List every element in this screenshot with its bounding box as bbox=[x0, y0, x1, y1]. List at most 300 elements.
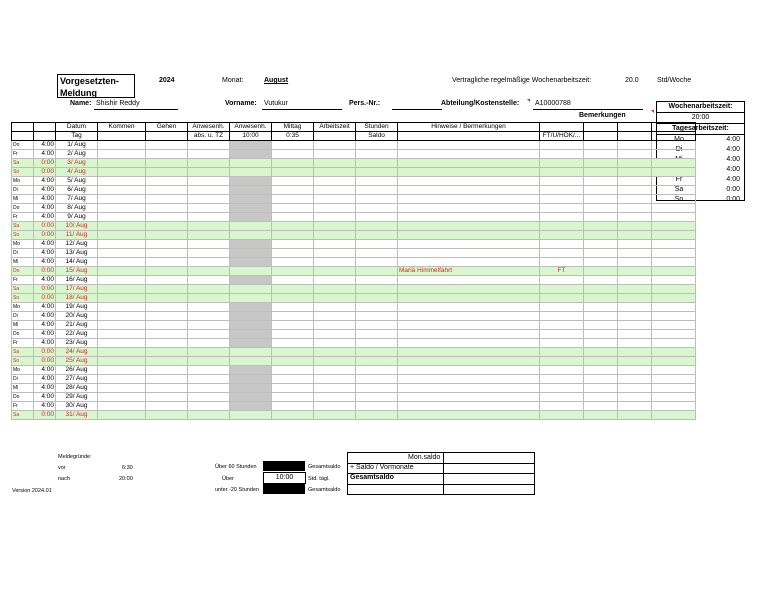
absence-code-cell[interactable] bbox=[540, 330, 584, 339]
mittag-cell[interactable] bbox=[272, 303, 314, 312]
kommen-cell[interactable] bbox=[98, 312, 146, 321]
anwesenheit-abs-cell[interactable] bbox=[188, 384, 230, 393]
hinweis-cell[interactable] bbox=[398, 159, 540, 168]
mittag-cell[interactable] bbox=[272, 249, 314, 258]
hinweis-cell[interactable] bbox=[398, 276, 540, 285]
extra-cell[interactable] bbox=[618, 213, 652, 222]
extra-cell[interactable] bbox=[618, 312, 652, 321]
kommen-cell[interactable] bbox=[98, 141, 146, 150]
extra-cell[interactable] bbox=[584, 276, 618, 285]
extra-cell[interactable] bbox=[584, 195, 618, 204]
kommen-cell[interactable] bbox=[98, 150, 146, 159]
anwesenheit-abs-cell[interactable] bbox=[188, 339, 230, 348]
extra-cell[interactable] bbox=[584, 285, 618, 294]
gehen-cell[interactable] bbox=[146, 249, 188, 258]
anwesenheit-abs-cell[interactable] bbox=[188, 204, 230, 213]
absence-code-cell[interactable] bbox=[540, 285, 584, 294]
date-cell: 17/ Aug bbox=[56, 285, 98, 294]
mittag-cell[interactable] bbox=[272, 348, 314, 357]
absence-code-cell[interactable] bbox=[540, 249, 584, 258]
gehen-cell[interactable] bbox=[146, 402, 188, 411]
gehen-cell[interactable] bbox=[146, 267, 188, 276]
gehen-cell[interactable] bbox=[146, 258, 188, 267]
extra-cell[interactable] bbox=[584, 213, 618, 222]
weekday-cell: Do bbox=[12, 393, 34, 402]
anwesenheit-abs-cell[interactable] bbox=[188, 168, 230, 177]
anwesenheit-abs-cell[interactable] bbox=[188, 321, 230, 330]
absence-code-cell[interactable] bbox=[540, 366, 584, 375]
absence-code-cell[interactable] bbox=[540, 213, 584, 222]
extra-cell[interactable] bbox=[652, 249, 696, 258]
kommen-cell[interactable] bbox=[98, 375, 146, 384]
extra-cell[interactable] bbox=[652, 267, 696, 276]
mittag-cell[interactable] bbox=[272, 150, 314, 159]
extra-cell[interactable] bbox=[584, 339, 618, 348]
stunden-saldo-cell bbox=[356, 195, 398, 204]
hinweis-cell[interactable] bbox=[398, 222, 540, 231]
extra-cell[interactable] bbox=[652, 393, 696, 402]
gehen-cell[interactable] bbox=[146, 294, 188, 303]
kommen-cell[interactable] bbox=[98, 339, 146, 348]
extra-cell[interactable] bbox=[618, 321, 652, 330]
anwesenheit-10-cell bbox=[230, 393, 272, 402]
gehen-cell[interactable] bbox=[146, 321, 188, 330]
extra-cell[interactable] bbox=[652, 357, 696, 366]
extra-cell[interactable] bbox=[652, 411, 696, 420]
anwesenheit-abs-cell[interactable] bbox=[188, 330, 230, 339]
absence-code-cell[interactable] bbox=[540, 312, 584, 321]
mittag-cell[interactable] bbox=[272, 321, 314, 330]
anwesenheit-abs-cell[interactable] bbox=[188, 150, 230, 159]
gehen-cell[interactable] bbox=[146, 222, 188, 231]
stunden-saldo-cell bbox=[356, 141, 398, 150]
extra-cell[interactable] bbox=[618, 240, 652, 249]
anwesenheit-abs-cell[interactable] bbox=[188, 303, 230, 312]
absence-code-cell[interactable] bbox=[540, 204, 584, 213]
kommen-cell[interactable] bbox=[98, 294, 146, 303]
extra-cell[interactable] bbox=[584, 312, 618, 321]
extra-cell[interactable] bbox=[652, 339, 696, 348]
hinweis-cell[interactable] bbox=[398, 141, 540, 150]
extra-cell[interactable] bbox=[618, 186, 652, 195]
extra-cell[interactable] bbox=[584, 231, 618, 240]
extra-cell[interactable] bbox=[652, 303, 696, 312]
hinweis-cell[interactable] bbox=[398, 294, 540, 303]
absence-code-cell[interactable] bbox=[540, 177, 584, 186]
extra-cell[interactable] bbox=[618, 366, 652, 375]
absence-code-cell[interactable] bbox=[540, 321, 584, 330]
kommen-cell[interactable] bbox=[98, 366, 146, 375]
hinweis-cell[interactable] bbox=[398, 393, 540, 402]
extra-cell[interactable] bbox=[618, 177, 652, 186]
gehen-cell[interactable] bbox=[146, 348, 188, 357]
kommen-cell[interactable] bbox=[98, 195, 146, 204]
extra-cell[interactable] bbox=[652, 177, 696, 186]
extra-cell[interactable] bbox=[652, 276, 696, 285]
mittag-cell[interactable] bbox=[272, 402, 314, 411]
absence-code-cell[interactable] bbox=[540, 276, 584, 285]
extra-cell[interactable] bbox=[652, 222, 696, 231]
kommen-cell[interactable] bbox=[98, 357, 146, 366]
extra-cell[interactable] bbox=[584, 348, 618, 357]
extra-cell[interactable] bbox=[584, 258, 618, 267]
absence-code-cell[interactable] bbox=[540, 258, 584, 267]
hinweis-cell[interactable] bbox=[398, 321, 540, 330]
extra-cell[interactable] bbox=[652, 213, 696, 222]
mittag-cell[interactable] bbox=[272, 240, 314, 249]
extra-cell[interactable] bbox=[618, 285, 652, 294]
kommen-cell[interactable] bbox=[98, 213, 146, 222]
extra-cell[interactable] bbox=[618, 249, 652, 258]
hinweis-cell[interactable] bbox=[398, 366, 540, 375]
mittag-cell[interactable] bbox=[272, 141, 314, 150]
gehen-cell[interactable] bbox=[146, 339, 188, 348]
hinweis-cell[interactable] bbox=[398, 312, 540, 321]
kommen-cell[interactable] bbox=[98, 285, 146, 294]
mittag-cell[interactable] bbox=[272, 204, 314, 213]
mittag-cell[interactable] bbox=[272, 267, 314, 276]
mittag-cell[interactable] bbox=[272, 339, 314, 348]
ueber-value[interactable]: 10:00 bbox=[263, 472, 306, 484]
mittag-cell[interactable] bbox=[272, 177, 314, 186]
anwesenheit-abs-cell[interactable] bbox=[188, 366, 230, 375]
absence-code-cell[interactable] bbox=[540, 240, 584, 249]
gehen-cell[interactable] bbox=[146, 285, 188, 294]
extra-cell[interactable] bbox=[652, 402, 696, 411]
extra-cell[interactable] bbox=[618, 411, 652, 420]
mittag-cell[interactable] bbox=[272, 285, 314, 294]
mittag-cell[interactable] bbox=[272, 231, 314, 240]
mittag-cell[interactable] bbox=[272, 276, 314, 285]
kommen-cell[interactable] bbox=[98, 249, 146, 258]
extra-cell[interactable] bbox=[652, 366, 696, 375]
hinweis-cell[interactable] bbox=[398, 339, 540, 348]
hinweis-cell[interactable]: Mariä Himmelfahrt bbox=[398, 267, 540, 276]
abteilung-value[interactable]: A10000788 bbox=[535, 100, 571, 107]
extra-cell[interactable] bbox=[584, 393, 618, 402]
extra-cell[interactable] bbox=[652, 204, 696, 213]
anwesenheit-abs-cell[interactable] bbox=[188, 411, 230, 420]
absence-code-cell[interactable] bbox=[540, 141, 584, 150]
target-hours-cell: 0:00 bbox=[34, 348, 56, 357]
extra-cell[interactable] bbox=[652, 330, 696, 339]
hinweis-cell[interactable] bbox=[398, 240, 540, 249]
mittag-cell[interactable] bbox=[272, 222, 314, 231]
gehen-cell[interactable] bbox=[146, 168, 188, 177]
date-cell: 31/ Aug bbox=[56, 411, 98, 420]
hinweis-cell[interactable] bbox=[398, 402, 540, 411]
extra-cell[interactable] bbox=[652, 348, 696, 357]
absence-code-cell[interactable] bbox=[540, 186, 584, 195]
mittag-cell[interactable] bbox=[272, 195, 314, 204]
gehen-cell[interactable] bbox=[146, 177, 188, 186]
extra-cell[interactable] bbox=[618, 150, 652, 159]
kommen-cell[interactable] bbox=[98, 159, 146, 168]
extra-cell[interactable] bbox=[618, 393, 652, 402]
hinweis-cell[interactable] bbox=[398, 411, 540, 420]
gehen-cell[interactable] bbox=[146, 186, 188, 195]
extra-cell[interactable] bbox=[618, 375, 652, 384]
extra-cell[interactable] bbox=[652, 258, 696, 267]
extra-cell[interactable] bbox=[584, 186, 618, 195]
absence-code-cell[interactable] bbox=[540, 294, 584, 303]
mittag-cell[interactable] bbox=[272, 186, 314, 195]
extra-cell[interactable] bbox=[584, 303, 618, 312]
table-row bbox=[12, 276, 696, 285]
extra-cell[interactable] bbox=[652, 321, 696, 330]
extra-cell[interactable] bbox=[584, 402, 618, 411]
gehen-cell[interactable] bbox=[146, 204, 188, 213]
extra-cell[interactable] bbox=[584, 267, 618, 276]
kommen-cell[interactable] bbox=[98, 321, 146, 330]
mittag-cell[interactable] bbox=[272, 312, 314, 321]
gehen-cell[interactable] bbox=[146, 375, 188, 384]
kommen-cell[interactable] bbox=[98, 204, 146, 213]
extra-cell[interactable] bbox=[652, 150, 696, 159]
gehen-cell[interactable] bbox=[146, 330, 188, 339]
extra-cell[interactable] bbox=[652, 240, 696, 249]
extra-cell[interactable] bbox=[618, 357, 652, 366]
mittag-cell[interactable] bbox=[272, 384, 314, 393]
anwesenheit-10-cell bbox=[230, 321, 272, 330]
extra-cell[interactable] bbox=[618, 348, 652, 357]
extra-cell[interactable] bbox=[618, 294, 652, 303]
kommen-cell[interactable] bbox=[98, 402, 146, 411]
hinweis-cell[interactable] bbox=[398, 330, 540, 339]
extra-cell[interactable] bbox=[584, 294, 618, 303]
hinweis-cell[interactable] bbox=[398, 204, 540, 213]
hinweis-cell[interactable] bbox=[398, 177, 540, 186]
extra-cell[interactable] bbox=[652, 285, 696, 294]
anwesenheit-abs-cell[interactable] bbox=[188, 222, 230, 231]
extra-cell[interactable] bbox=[584, 177, 618, 186]
extra-cell[interactable] bbox=[584, 384, 618, 393]
absence-code-cell[interactable] bbox=[540, 195, 584, 204]
absence-code-cell[interactable] bbox=[540, 375, 584, 384]
anwesenheit-abs-cell[interactable] bbox=[188, 240, 230, 249]
extra-cell[interactable] bbox=[584, 141, 618, 150]
absence-code-cell[interactable] bbox=[540, 393, 584, 402]
kommen-cell[interactable] bbox=[98, 276, 146, 285]
name-value[interactable]: Shishir Reddy bbox=[96, 100, 140, 107]
weekday-hours: 4:00 bbox=[726, 166, 740, 173]
absence-code-cell[interactable] bbox=[540, 402, 584, 411]
kommen-cell[interactable] bbox=[98, 177, 146, 186]
anwesenheit-abs-cell[interactable] bbox=[188, 141, 230, 150]
anwesenheit-abs-cell[interactable] bbox=[188, 357, 230, 366]
absence-code-cell[interactable] bbox=[540, 357, 584, 366]
anwesenheit-10-cell bbox=[230, 168, 272, 177]
extra-cell[interactable] bbox=[652, 195, 696, 204]
extra-cell[interactable] bbox=[584, 411, 618, 420]
anwesenheit-abs-cell[interactable] bbox=[188, 231, 230, 240]
kommen-cell[interactable] bbox=[98, 258, 146, 267]
absence-code-cell[interactable] bbox=[540, 411, 584, 420]
extra-cell[interactable] bbox=[584, 150, 618, 159]
extra-cell[interactable] bbox=[618, 222, 652, 231]
extra-cell[interactable] bbox=[584, 168, 618, 177]
extra-cell[interactable] bbox=[618, 204, 652, 213]
hinweis-cell[interactable] bbox=[398, 303, 540, 312]
gehen-cell[interactable] bbox=[146, 141, 188, 150]
gehen-cell[interactable] bbox=[146, 411, 188, 420]
kommen-cell[interactable] bbox=[98, 186, 146, 195]
mittag-cell[interactable] bbox=[272, 258, 314, 267]
extra-cell[interactable] bbox=[618, 402, 652, 411]
anwesenheit-abs-cell[interactable] bbox=[188, 213, 230, 222]
hinweis-cell[interactable] bbox=[398, 186, 540, 195]
gehen-cell[interactable] bbox=[146, 276, 188, 285]
extra-cell[interactable] bbox=[584, 321, 618, 330]
gehen-cell[interactable] bbox=[146, 384, 188, 393]
kommen-cell[interactable] bbox=[98, 393, 146, 402]
hinweis-cell[interactable] bbox=[398, 150, 540, 159]
anwesenheit-abs-cell[interactable] bbox=[188, 159, 230, 168]
extra-cell[interactable] bbox=[618, 168, 652, 177]
gehen-cell[interactable] bbox=[146, 240, 188, 249]
extra-cell[interactable] bbox=[652, 384, 696, 393]
gehen-cell[interactable] bbox=[146, 393, 188, 402]
hinweis-cell[interactable] bbox=[398, 195, 540, 204]
extra-cell[interactable] bbox=[652, 168, 696, 177]
extra-cell[interactable] bbox=[652, 312, 696, 321]
weekday-cell: Mi bbox=[12, 258, 34, 267]
mittag-cell[interactable] bbox=[272, 294, 314, 303]
gehen-cell[interactable] bbox=[146, 303, 188, 312]
extra-cell[interactable] bbox=[584, 375, 618, 384]
extra-cell[interactable] bbox=[618, 303, 652, 312]
extra-cell[interactable] bbox=[618, 258, 652, 267]
extra-cell[interactable] bbox=[618, 384, 652, 393]
extra-cell[interactable] bbox=[652, 159, 696, 168]
hinweis-cell[interactable] bbox=[398, 231, 540, 240]
anwesenheit-abs-cell[interactable] bbox=[188, 393, 230, 402]
extra-cell[interactable] bbox=[618, 195, 652, 204]
extra-cell[interactable] bbox=[584, 357, 618, 366]
anwesenheit-abs-cell[interactable] bbox=[188, 177, 230, 186]
absence-code-cell[interactable] bbox=[540, 159, 584, 168]
hinweis-cell[interactable] bbox=[398, 213, 540, 222]
hinweis-cell[interactable] bbox=[398, 357, 540, 366]
anwesenheit-abs-cell[interactable] bbox=[188, 267, 230, 276]
absence-code-cell[interactable] bbox=[540, 348, 584, 357]
vorname-value[interactable]: Vutukur bbox=[264, 100, 288, 107]
kommen-cell[interactable] bbox=[98, 411, 146, 420]
kommen-cell[interactable] bbox=[98, 330, 146, 339]
date-cell: 7/ Aug bbox=[56, 195, 98, 204]
hinweis-cell[interactable] bbox=[398, 348, 540, 357]
extra-cell[interactable] bbox=[618, 159, 652, 168]
extra-cell[interactable] bbox=[618, 339, 652, 348]
extra-cell[interactable] bbox=[584, 159, 618, 168]
anwesenheit-abs-cell[interactable] bbox=[188, 195, 230, 204]
kommen-cell[interactable] bbox=[98, 348, 146, 357]
extra-cell[interactable] bbox=[584, 330, 618, 339]
absence-code-cell[interactable] bbox=[540, 339, 584, 348]
anwesenheit-abs-cell[interactable] bbox=[188, 294, 230, 303]
anwesenheit-abs-cell[interactable] bbox=[188, 249, 230, 258]
absence-code-cell[interactable] bbox=[540, 168, 584, 177]
anwesenheit-abs-cell[interactable] bbox=[188, 375, 230, 384]
extra-cell[interactable] bbox=[652, 375, 696, 384]
kommen-cell[interactable] bbox=[98, 231, 146, 240]
kommen-cell[interactable] bbox=[98, 267, 146, 276]
kommen-cell[interactable] bbox=[98, 222, 146, 231]
kommen-cell[interactable] bbox=[98, 168, 146, 177]
absence-code-cell[interactable]: FT bbox=[540, 267, 584, 276]
extra-cell[interactable] bbox=[584, 204, 618, 213]
monat-value[interactable]: August bbox=[264, 77, 289, 84]
kommen-cell[interactable] bbox=[98, 384, 146, 393]
mittag-cell[interactable] bbox=[272, 213, 314, 222]
extra-cell[interactable] bbox=[652, 141, 696, 150]
absence-code-cell[interactable] bbox=[540, 231, 584, 240]
pers-nr-field[interactable] bbox=[392, 109, 442, 110]
extra-cell[interactable] bbox=[618, 267, 652, 276]
gehen-cell[interactable] bbox=[146, 231, 188, 240]
extra-cell[interactable] bbox=[652, 231, 696, 240]
absence-code-cell[interactable] bbox=[540, 150, 584, 159]
mittag-cell[interactable] bbox=[272, 366, 314, 375]
mittag-cell[interactable] bbox=[272, 159, 314, 168]
extra-cell[interactable] bbox=[584, 366, 618, 375]
gehen-cell[interactable] bbox=[146, 213, 188, 222]
gehen-cell[interactable] bbox=[146, 150, 188, 159]
kommen-cell[interactable] bbox=[98, 240, 146, 249]
extra-cell[interactable] bbox=[618, 276, 652, 285]
mittag-cell[interactable] bbox=[272, 411, 314, 420]
mittag-cell[interactable] bbox=[272, 168, 314, 177]
gehen-cell[interactable] bbox=[146, 366, 188, 375]
extra-cell[interactable] bbox=[652, 294, 696, 303]
anwesenheit-abs-cell[interactable] bbox=[188, 186, 230, 195]
absence-code-cell[interactable] bbox=[540, 384, 584, 393]
hinweis-cell[interactable] bbox=[398, 285, 540, 294]
absence-code-cell[interactable] bbox=[540, 222, 584, 231]
absence-code-cell[interactable] bbox=[540, 303, 584, 312]
extra-cell[interactable] bbox=[618, 231, 652, 240]
extra-cell[interactable] bbox=[584, 249, 618, 258]
anwesenheit-abs-cell[interactable] bbox=[188, 312, 230, 321]
extra-cell[interactable] bbox=[618, 141, 652, 150]
anwesenheit-10-cell bbox=[230, 141, 272, 150]
hinweis-cell[interactable] bbox=[398, 249, 540, 258]
gehen-cell[interactable] bbox=[146, 312, 188, 321]
hinweis-cell[interactable] bbox=[398, 168, 540, 177]
extra-cell[interactable] bbox=[584, 222, 618, 231]
hinweis-cell[interactable] bbox=[398, 384, 540, 393]
arbeitszeit-cell bbox=[314, 159, 356, 168]
gehen-cell[interactable] bbox=[146, 357, 188, 366]
anwesenheit-abs-cell[interactable] bbox=[188, 402, 230, 411]
anwesenheit-abs-cell[interactable] bbox=[188, 276, 230, 285]
anwesenheit-abs-cell[interactable] bbox=[188, 258, 230, 267]
anwesenheit-abs-cell[interactable] bbox=[188, 348, 230, 357]
mittag-cell[interactable] bbox=[272, 375, 314, 384]
gehen-cell[interactable] bbox=[146, 195, 188, 204]
gehen-cell[interactable] bbox=[146, 159, 188, 168]
extra-cell[interactable] bbox=[584, 240, 618, 249]
anwesenheit-abs-cell[interactable] bbox=[188, 285, 230, 294]
kommen-cell[interactable] bbox=[98, 303, 146, 312]
mittag-cell[interactable] bbox=[272, 357, 314, 366]
extra-cell[interactable] bbox=[652, 186, 696, 195]
hinweis-cell[interactable] bbox=[398, 258, 540, 267]
mittag-cell[interactable] bbox=[272, 330, 314, 339]
mittag-cell[interactable] bbox=[272, 393, 314, 402]
extra-cell[interactable] bbox=[618, 330, 652, 339]
hinweis-cell[interactable] bbox=[398, 375, 540, 384]
